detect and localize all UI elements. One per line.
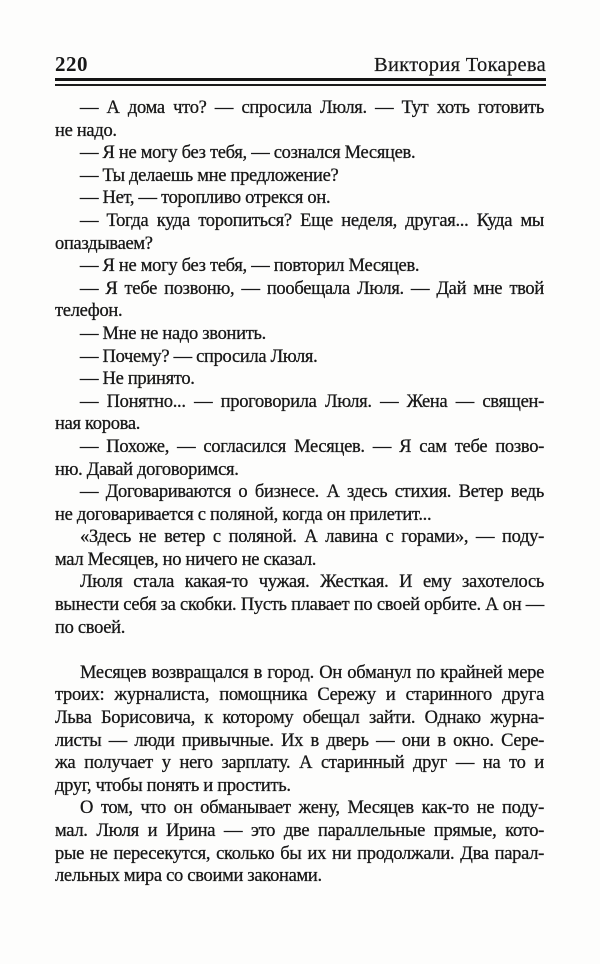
text-line: мал Месяцев, но ничего не сказал. (55, 549, 317, 570)
text-line: — Ты делаешь мне предложение? (80, 165, 339, 186)
text-line: — Мне не надо звонить. (80, 323, 266, 344)
text-line: опаздываем? (55, 233, 153, 254)
text-line: — Почему? — спросила Люля. (80, 346, 318, 367)
text-line: О том, что он обманывает жену, Месяцев как-то не поду- (80, 798, 544, 819)
text-line: — Договариваются о бизнесе. А здесь стихия. Ветер ведь (80, 482, 544, 503)
running-title-author: Виктория Токарева (374, 54, 546, 76)
text-line: Льва Борисовича, к которому обещал зайти. Однако журна- (55, 708, 544, 729)
text-line: — Похоже, — согласился Месяцев. — Я сам тебе позво- (80, 436, 544, 457)
text-line: ню. Давай договоримся. (55, 459, 239, 480)
page-text (55, 97, 544, 888)
text-line: — Я тебе позвоню, — пообещала Люля. — Дай мне твой (80, 278, 544, 299)
text-line: жа получает у него зарплату. А старинный друг — на то и (55, 753, 544, 774)
text-line: Месяцев возвращался в город. Он обманул по крайней мере (80, 662, 544, 683)
text-line: не договаривается с поляной, когда он прилетит... (55, 504, 432, 525)
text-line: не надо. (55, 120, 117, 141)
text-line: — Понятно... — проговорила Люля. — Жена — священ- (80, 391, 544, 412)
text-line: — Не принято. (80, 369, 195, 390)
text-line: — Тогда куда торопиться? Еще неделя, другая... Куда мы (80, 210, 544, 231)
text-line: мал. Люля и Ирина — это две параллельные прямые, кото- (55, 821, 544, 841)
text-line: Люля стала какая-то чужая. Жесткая. И ему захотелось (80, 572, 544, 593)
text-line: телефон. (55, 301, 123, 322)
text-line: троих: журналиста, помощника Сережу и старинного друга (55, 685, 544, 706)
text-line: рые не пересекутся, сколько бы их ни продолжали. Два парал- (55, 843, 544, 864)
text-line: — Нет, — торопливо отрекся он. (80, 188, 331, 209)
text-line: «Здесь не ветер с поляной. А лавина с горами», — поду- (80, 527, 544, 548)
text-line: листы — люди привычные. Их в дверь — они в окно. Сере- (55, 730, 544, 751)
page-header (55, 52, 546, 77)
text-line: по своей. (55, 617, 126, 638)
header-rule-thick-line (55, 78, 546, 81)
header-rule (55, 78, 546, 86)
text-line: лельных мира со своими законами. (55, 866, 322, 887)
text-line: — А дома что? — спросила Люля. — Тут хоть готовить (80, 98, 544, 118)
text-line: ная корова. (55, 414, 141, 435)
text-line: вынести себя за скобки. Пусть плавает по своей орбите. А он — (55, 595, 544, 616)
text-line: — Я не могу без тебя, — повторил Месяцев. (80, 256, 420, 277)
header-rule-thin-line (55, 84, 546, 86)
page-number: 220 (55, 52, 88, 76)
text-line: друг, чтобы понять и простить. (55, 775, 291, 796)
text-line: — Я не могу без тебя, — сознался Месяцев. (80, 143, 416, 164)
